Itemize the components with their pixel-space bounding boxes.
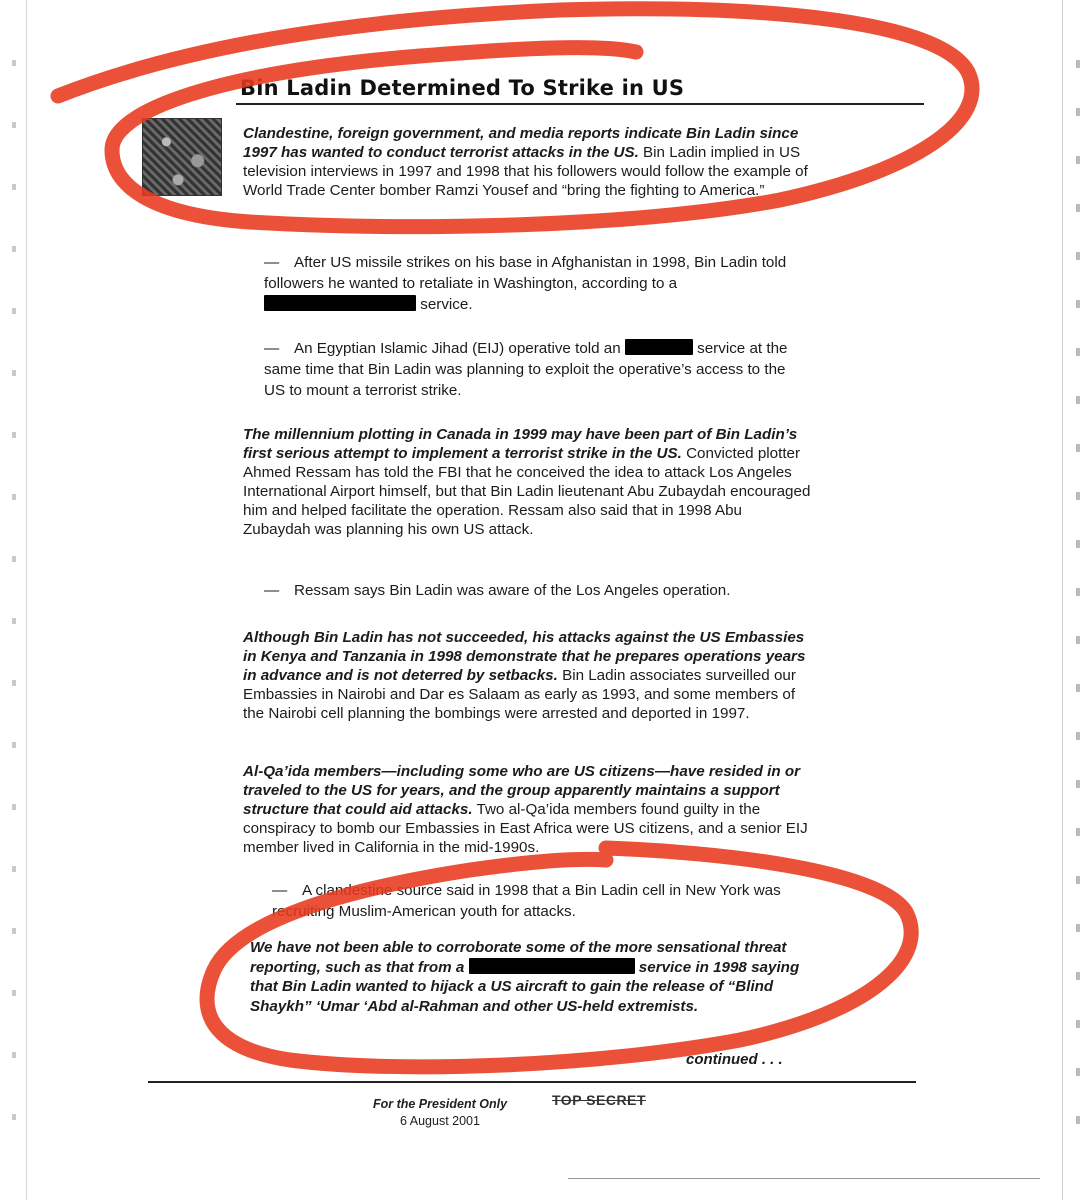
redaction-bar [469,958,635,974]
bullet-1 [264,252,804,315]
bullet-3-text: Ressam says Bin Ladin was aware of the Los Angeles operation. [294,582,731,599]
page-edge-right [1062,0,1063,1200]
final-paragraph-text: We have not been able to corroborate some of the more sensational threat reporting, such as that from a [250,939,787,976]
for-president-label: For the President Only [372,1097,508,1111]
bullet-2-tail: service at the same time that Bin Ladin was planning to exploit the operative’s access to the US to mount a terrorist strike. [264,340,788,399]
paragraph-1-lead: Clandestine, foreign government, and media reports indicate Bin Ladin since 1997 has wanted to conduct terrorist attacks in the US. [243,125,799,161]
page-edge-left [26,0,27,1200]
paragraph-2 [243,425,813,539]
margin-marks-right [1076,60,1080,1160]
final-paragraph [250,938,815,1016]
paragraph-1 [243,124,813,200]
paragraph-4-lead: Al-Qa’ida members—including some who are US citizens—have resided in or traveled to the US for years, and the group apparently maintains a support structure that could aid attacks. [243,763,801,818]
bullet-dash: — [264,254,280,271]
bullet-2-text: An Egyptian Islamic Jihad (EIJ) operative told an [294,340,625,357]
footer-rule [148,1081,916,1083]
bullet-3 [264,580,804,601]
paragraph-3-lead: Although Bin Ladin has not succeeded, his attacks against the US Embassies in Kenya and Tanzania in 1998 demonstrate that he prepares operations years in advance and is not deterred by setbacks. [243,629,806,684]
bottom-rule [568,1178,1040,1179]
bullet-1-text: After US missile strikes on his base in Afghanistan in 1998, Bin Ladin told followers he wanted to retaliate in Washington, according to a [264,254,787,292]
continued-label: continued . . . [686,1051,783,1068]
bullet-2 [264,338,804,401]
bullet-dash: — [264,340,280,357]
bullet-4-text: A clandestine source said in 1998 that a Bin Ladin cell in New York was recruiting Muslim-American youth for attacks. [272,882,781,920]
paragraph-3 [243,628,813,723]
paragraph-2-lead: The millennium plotting in Canada in 1999 may have been part of Bin Ladin’s first serious attempt to implement a terrorist strike in the US. [243,426,798,462]
margin-marks-left [12,60,16,1160]
classification-struck: TOP SECRET [552,1092,646,1108]
bullet-dash: — [272,882,288,899]
document-title: Bin Ladin Determined To Strike in US [240,76,685,100]
paragraph-1-body: Bin Ladin implied in US television interviews in 1997 and 1998 that his followers would follow the example of World Trade Center bomber Ramzi Yousef and “bring the fighting to America.” [243,144,808,199]
bullet-1-tail: service. [416,296,473,313]
redaction-bar [625,339,693,355]
footer-date: 6 August 2001 [400,1114,480,1128]
bullet-dash: — [264,582,280,599]
paragraph-4 [243,762,813,857]
redaction-bar [264,295,416,311]
paragraph-3-body: Bin Ladin associates surveilled our Embassies in Nairobi and Dar es Salaam as early as 1993, and some members of the Nairobi cell planning the bombings were arrested and deported in 1997. [243,667,796,722]
final-paragraph-tail: service in 1998 saying that Bin Ladin wanted to hijack a US aircraft to gain the release of “Blind Shaykh” ‘Umar ‘Abd al-Rahman and other US-held extremists. [250,958,800,1015]
title-rule [236,103,924,105]
paragraph-4-body: Two al-Qa’ida members found guilty in the conspiracy to bomb our Embassies in East Africa were US citizens, and a senior EIJ member lived in California in the mid-1990s. [243,801,808,856]
paragraph-2-body: Convicted plotter Ahmed Ressam has told the FBI that he conceived the idea to attack Los Angeles International Airport himself, but that Bin Ladin lieutenant Abu Zubaydah encouraged him and helped facilitate the operation. Ressam also said that in 1998 Abu Zubaydah was planning his own US attack. [243,445,811,538]
bullet-4 [272,880,802,922]
footer-distribution [360,1096,520,1130]
photo-thumbnail-icon [142,118,222,196]
